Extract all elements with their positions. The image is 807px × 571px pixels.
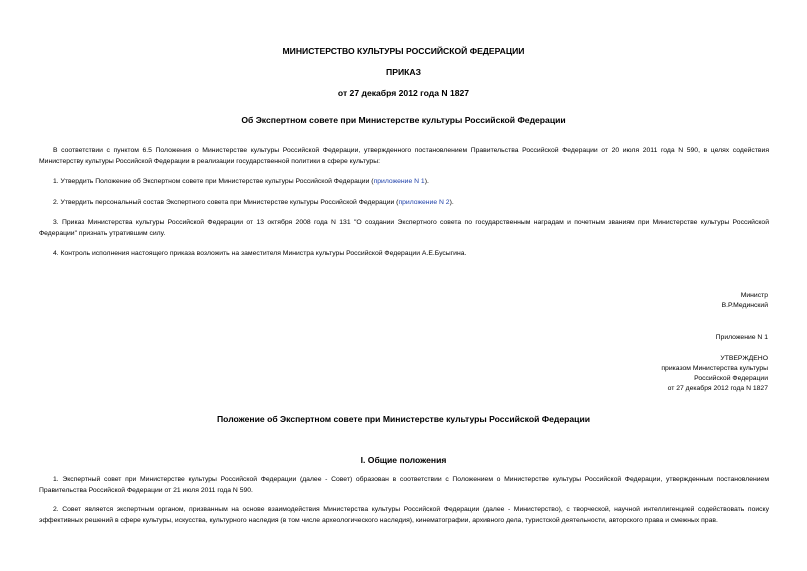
item-1-tail: ).	[424, 178, 429, 185]
appendix-1-link[interactable]: приложение N 1	[373, 178, 425, 185]
approved-line-1: приказом Министерства культуры	[661, 365, 768, 372]
regulation-title: Положение об Экспертном совете при Министерстве культуры Российской Федерации	[216, 414, 591, 424]
item-4-paragraph: 4. Контроль исполнения настоящего приказа возложить на заместителя Министра культуры Российской Федерации А.Е.Бусыгина.	[53, 250, 467, 257]
section-1-title: I. Общие положения	[360, 455, 447, 465]
approved-stamp: УТВЕРЖДЕНО	[720, 355, 768, 362]
regulation-paragraph-2: 2. Совет является экспертным органом, призванным на основе взаимодействия Министерства культуры Российской Федерации (далее - Министерство), с творческой, научной интеллигенцией содействовать поиску эффективных решений в сфере культуры, искусства, культурного наследия (в том числе археологического наследия), кинематографии, архивного дела, туристской деятельности, авторского права и смежных прав.	[39, 506, 769, 524]
item-1-paragraph	[39, 177, 769, 188]
ministry-heading: МИНИСТЕРСТВО КУЛЬТУРЫ РОССИЙСКОЙ ФЕДЕРАЦИИ	[282, 46, 525, 56]
regulation-paragraph-1: 1. Экспертный совет при Министерстве культуры Российской Федерации (далее - Совет) образован в соответствии с Положением о Министерстве культуры Российской Федерации, утвержденным постановлением Правительства Российской Федерации от 21 июля 2011 года N 590.	[39, 476, 769, 494]
preamble-paragraph: В соответствии с пунктом 6.5 Положения о Министерстве культуры Российской Федерации, утвержденного постановлением Правительства Российской Федерации от 20 июля 2011 года N 590, в целях содействия Министерству культуры Российской Федерации в реализации государственной политики в сфере культуры:	[39, 147, 769, 165]
order-type-heading: ПРИКАЗ	[386, 67, 421, 77]
item-2-text: 2. Утвердить персональный состав Экспертного совета при Министерстве культуры Российской Федерации (	[53, 199, 399, 206]
order-date-number: от 27 декабря 2012 года N 1827	[337, 88, 470, 98]
item-1-text: 1. Утвердить Положение об Экспертном совете при Министерстве культуры Российской Федерации (	[53, 178, 374, 185]
appendix-2-link[interactable]: приложение N 2	[398, 199, 450, 206]
item-2-tail: ).	[449, 199, 454, 206]
item-2-paragraph	[39, 198, 769, 209]
signature-name: В.Р.Мединский	[721, 302, 768, 309]
approved-line-2: Российской Федерации	[694, 375, 768, 382]
order-subject: Об Экспертном совете при Министерстве культуры Российской Федерации	[241, 115, 566, 125]
item-3-paragraph: 3. Приказ Министерства культуры Российской Федерации от 13 октября 2008 года N 131 "О создании Экспертного совета по государственным наградам и почетным званиям при Министерстве культуры Российской Федерации" признать утратившим силу.	[39, 219, 769, 237]
signature-position: Министр	[740, 292, 768, 299]
approved-line-3: от 27 декабря 2012 года N 1827	[667, 385, 768, 392]
appendix-label: Приложение N 1	[715, 334, 768, 341]
